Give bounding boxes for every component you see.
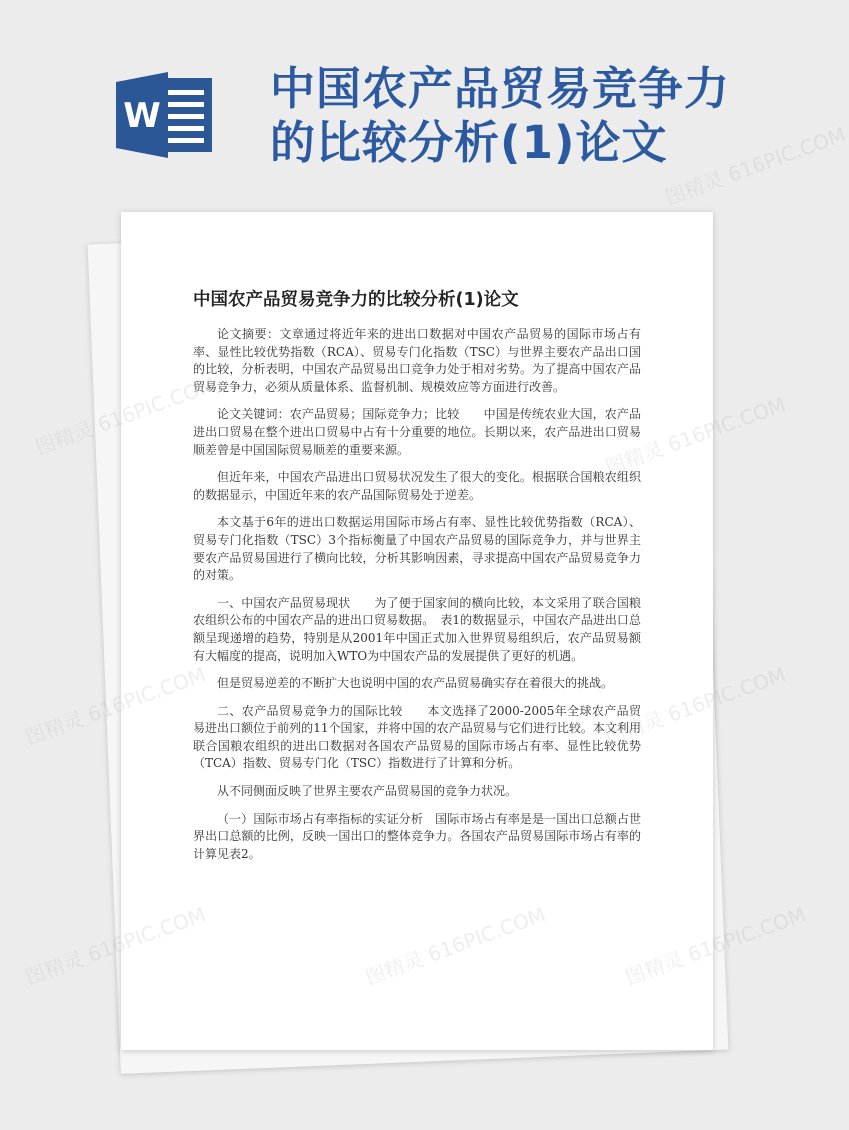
paragraph-abstract: 论文摘要：文章通过将近年来的进出口数据对中国农产品贸易的国际市场占有率、显性比较优势指数（RCA）、贸易专门化指数（TSC）与世界主要农产品出口国的比较，分析表明，中国农产品贸易出口竞争力处于相对劣势。为了提高中国农产品贸易竞争力，必须从质量体系、监督机制、规模效应等方面进行改善。	[193, 327, 641, 394]
document-title: 中国农产品贸易竞争力的比较分析(1)论文	[193, 290, 519, 310]
watermark: 图精灵	[32, 416, 97, 460]
paragraph: 从不同侧面反映了世界主要农产品贸易国的竞争力状况。	[217, 784, 518, 799]
paragraph-section-2: 二、农产品贸易竞争力的国际比较 本文选择了2000-2005年全球农产品贸易进出口额位于前列的11个国家，并将中国的农产品贸易与它们进行比较。本文利用联合国粮农组织的进出口数据对各国农产品贸易的国际市场占有率、显性比较优势（TCA）指数、贸易专门化（TSC）指数进行了计算和分析。	[193, 703, 641, 771]
watermark: 图精灵 616PIC.COM	[662, 122, 849, 210]
paragraph-subsection-1: （一）国际市场占有率指标的实证分析 国际市场占有率是是一国出口总额占世界出口总额的比例，反映一国出口的整体竞争力。各国农产品贸易国际市场占有率的计算见表2。	[193, 811, 641, 861]
watermark: 图精灵	[22, 706, 87, 750]
paragraph: 但是贸易逆差的不断扩大也说明中国的农产品贸易确实存在着很大的挑战。	[217, 676, 614, 691]
paragraph: 本文基于6年的进出口数据运用国际市场占有率、显性比较优势指数（RCA）、贸易专门化指数（TSC）3个指标衡量了中国农产品贸易的国际竞争力，并与世界主要农产品贸易国进行了横向比较，分析其影响因素，寻求提高中国农产品贸易竞争力的对策。	[193, 515, 641, 583]
paragraph: 但近年来，中国农产品进出口贸易状况发生了很大的变化。根据联合国粮农组织的数据显示，中国近年来的农产品国际贸易处于逆差。	[193, 470, 641, 502]
logo-letter: W	[123, 96, 161, 136]
paragraph-section-1: 一、中国农产品贸易现状 为了便于国家间的横向比较，本文采用了联合国粮农组织公布的中国农产品的进出口贸易数据。 表1的数据显示，中国农产品进出口总额呈现递增的趋势，特别是从2001年中国正式加入世界贸易组织后，农产品贸易额有大幅度的提高，说明加入WTO为中国农产品的发展提供了更好的机遇。	[193, 595, 641, 663]
watermark: 图精灵	[22, 946, 87, 990]
watermark: 616PIC.COM	[664, 662, 789, 727]
document-page	[121, 212, 713, 1050]
watermark: 616PIC.COM	[684, 902, 809, 967]
word-document-icon	[116, 72, 216, 158]
paragraph-keywords: 论文关键词：农产品贸易；国际竞争力；比较 中国是传统农业大国，农产品进出口贸易在整个进出口贸易中占有十分重要的地位。长期以来，农产品进出口贸易顺差曾是中国国际贸易顺差的重要来源。	[193, 407, 641, 457]
page-title: 中国农产品贸易竞争力的比较分析(1)论文	[270, 62, 731, 169]
watermark: 616PIC.COM	[664, 392, 789, 457]
document-body	[193, 326, 641, 873]
